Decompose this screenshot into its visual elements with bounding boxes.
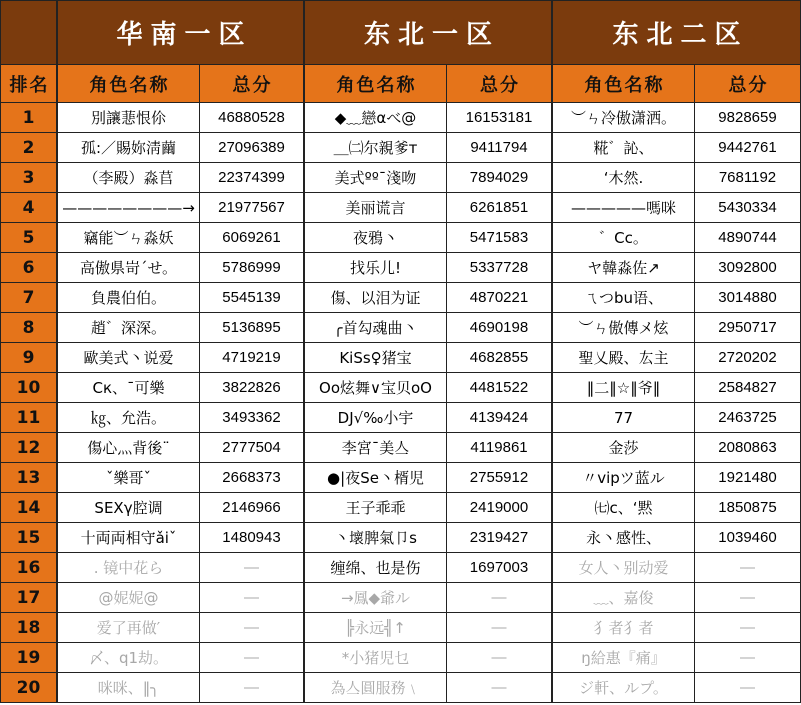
huanan1-player-name: 十両両相守ǎiˇ [58,523,200,553]
rank-cell: 18 [1,613,58,643]
dongbei2-player-name: 永丶感性、 [553,523,695,553]
region-title-dongbei-2: 东北二区 [553,1,801,65]
dongbei1-score: 2319427 [447,523,553,553]
huanan1-player-name: 咪咪、‖╮ [58,673,200,703]
huanan1-player-name: ————————→ [58,193,200,223]
rank-cell: 15 [1,523,58,553]
rank-cell: 5 [1,223,58,253]
dongbei1-player-name: 美式ºº¯淺吻 [305,163,447,193]
dongbei2-player-name: ジ軒、ルプ。 [553,673,695,703]
huanan1-score: 3493362 [200,403,305,433]
dongbei1-score: 16153181 [447,103,553,133]
huanan1-player-name: . 镜中花ら [58,553,200,583]
dongbei1-player-name: ◆﹏戀αべ@ [305,103,447,133]
huanan1-player-name: Cк、¯可樂 [58,373,200,403]
huanan1-player-name: 趙゛深深。 [58,313,200,343]
dongbei1-score: 4690198 [447,313,553,343]
rank-cell: 2 [1,133,58,163]
dongbei2-player-name: ŋ給惠『痛』 [553,643,695,673]
huanan1-score: — [200,583,305,613]
huanan1-score: 1480943 [200,523,305,553]
huanan1-score: 4719219 [200,343,305,373]
rank-cell: 16 [1,553,58,583]
rank-cell: 10 [1,373,58,403]
rank-cell: 4 [1,193,58,223]
huanan1-score: 22374399 [200,163,305,193]
dongbei2-player-name: 犭者犭者 [553,613,695,643]
huanan1-score: 46880528 [200,103,305,133]
dongbei1-player-name: 王子乖乖 [305,493,447,523]
dongbei2-player-name: ㈦c、‘黙 [553,493,695,523]
dongbei2-score: 2584827 [695,373,801,403]
huanan1-player-name: 竊能︶ㄣ淼妖 [58,223,200,253]
region-title-huanan-1: 华南一区 [58,1,305,65]
huanan1-player-name: SEXγ腔调 [58,493,200,523]
huanan1-score: 27096389 [200,133,305,163]
dongbei2-score: — [695,643,801,673]
rank-cell: 1 [1,103,58,133]
dongbei2-player-name: 女人丶别动爱 [553,553,695,583]
dongbei2-player-name: 聖乂殿、厷主 [553,343,695,373]
huanan1-player-name: 孤:／賜妳淸繭 [58,133,200,163]
dongbei2-player-name: ヤ韓淼佐↗ [553,253,695,283]
huanan1-player-name: 歐美式丶说爱 [58,343,200,373]
rank-column-header: 排名 [1,65,58,103]
dongbei2-player-name: ︶ㄣ冷傲潇洒。 [553,103,695,133]
dongbei1-score: — [447,613,553,643]
dongbei1-score: 4682855 [447,343,553,373]
dongbei2-score: — [695,613,801,643]
dongbei1-player-name: 找乐儿! [305,253,447,283]
dongbei1-score: 4870221 [447,283,553,313]
dongbei2-score: — [695,553,801,583]
dongbei2-player-name: ‘木然. [553,163,695,193]
huanan1-score: 6069261 [200,223,305,253]
huanan1-score: 5786999 [200,253,305,283]
huanan1-player-name: 〆、q1劫。 [58,643,200,673]
rank-cell: 3 [1,163,58,193]
huanan1-player-name: 高傲県岢ˊせ。 [58,253,200,283]
dongbei1-score: 6261851 [447,193,553,223]
dongbei2-score: 2950717 [695,313,801,343]
huanan1-player-name: ㎏、允浩。 [58,403,200,433]
dongbei2-score: — [695,583,801,613]
dongbei2-score: 9442761 [695,133,801,163]
dongbei2-player-name: 糀゛訫、 [553,133,695,163]
name-column-header: 角色名称 [58,65,200,103]
rank-cell: 12 [1,433,58,463]
dongbei2-score: 3092800 [695,253,801,283]
score-column-header: 总分 [447,65,553,103]
huanan1-score: 2668373 [200,463,305,493]
huanan1-player-name: 爱了再做′ [58,613,200,643]
dongbei2-player-name: —————嗎咪 [553,193,695,223]
rank-cell: 8 [1,313,58,343]
dongbei2-player-name: 〃vipツ蓝ル [553,463,695,493]
dongbei1-score: 9411794 [447,133,553,163]
dongbei2-player-name: 77 [553,403,695,433]
dongbei1-player-name: 夜鴉丶 [305,223,447,253]
dongbei2-score: 2463725 [695,403,801,433]
name-column-header: 角色名称 [305,65,447,103]
dongbei2-score: 2080863 [695,433,801,463]
dongbei1-score: 7894029 [447,163,553,193]
huanan1-score: 2777504 [200,433,305,463]
dongbei1-score: — [447,673,553,703]
dongbei2-score: — [695,673,801,703]
rank-cell: 7 [1,283,58,313]
dongbei1-score: 4481522 [447,373,553,403]
dongbei1-score: — [447,643,553,673]
dongbei1-player-name: ╠永远╣↑ [305,613,447,643]
huanan1-player-name: ˇ樂哥ˇ [58,463,200,493]
huanan1-score: 5136895 [200,313,305,343]
huanan1-score: — [200,613,305,643]
dongbei1-player-name: 缠绵、也是伤 [305,553,447,583]
corner-cell [1,1,58,65]
score-column-header: 总分 [200,65,305,103]
dongbei2-score: 1921480 [695,463,801,493]
rank-cell: 9 [1,343,58,373]
dongbei1-player-name: Oo炫舞∨宝贝oO [305,373,447,403]
dongbei1-player-name: →鳳◆爺ル [305,583,447,613]
dongbei2-score: 9828659 [695,103,801,133]
dongbei2-player-name: ㄟつbu语、 [553,283,695,313]
huanan1-score: 21977567 [200,193,305,223]
rank-cell: 14 [1,493,58,523]
huanan1-score: 3822826 [200,373,305,403]
huanan1-score: — [200,673,305,703]
dongbei1-score: 2419000 [447,493,553,523]
huanan1-player-name: 別讓蕜恨伱 [58,103,200,133]
huanan1-score: — [200,643,305,673]
huanan1-score: — [200,553,305,583]
dongbei2-player-name: ‖二‖☆‖爷‖ [553,373,695,403]
dongbei1-score: 5471583 [447,223,553,253]
dongbei1-score: — [447,583,553,613]
dongbei1-player-name: DJ√‰小宇 [305,403,447,433]
dongbei1-score: 5337728 [447,253,553,283]
dongbei2-player-name: ゛Cc。 [553,223,695,253]
huanan1-player-name: @妮妮@ [58,583,200,613]
rank-cell: 11 [1,403,58,433]
name-column-header: 角色名称 [553,65,695,103]
region-title-dongbei-1: 东北一区 [305,1,553,65]
rank-cell: 6 [1,253,58,283]
dongbei1-score: 4119861 [447,433,553,463]
dongbei1-score: 2755912 [447,463,553,493]
dongbei1-player-name: 李宮¯美亼 [305,433,447,463]
dongbei1-player-name: KiSs♀猪宝 [305,343,447,373]
dongbei1-player-name: 美丽谎言 [305,193,447,223]
rank-cell: 17 [1,583,58,613]
rank-cell: 13 [1,463,58,493]
dongbei2-score: 4890744 [695,223,801,253]
dongbei1-score: 1697003 [447,553,553,583]
dongbei1-player-name: 丶壞脾氣卩s [305,523,447,553]
huanan1-player-name: （李殿）淼苢 [58,163,200,193]
dongbei2-player-name: ︶ㄣ傲傳メ炫 [553,313,695,343]
huanan1-score: 5545139 [200,283,305,313]
dongbei2-score: 7681192 [695,163,801,193]
dongbei2-score: 3014880 [695,283,801,313]
dongbei2-score: 2720202 [695,343,801,373]
dongbei1-player-name: ●|夜Se丶楈児 [305,463,447,493]
dongbei1-player-name: ╭首勾魂曲丶 [305,313,447,343]
rank-cell: 20 [1,673,58,703]
score-column-header: 总分 [695,65,801,103]
rank-cell: 19 [1,643,58,673]
dongbei1-player-name: *小猪児乜 [305,643,447,673]
dongbei2-score: 1039460 [695,523,801,553]
huanan1-player-name: 傷心灬背後¨ [58,433,200,463]
dongbei2-score: 5430334 [695,193,801,223]
huanan1-player-name: 負農伯伯。 [58,283,200,313]
dongbei1-score: 4139424 [447,403,553,433]
huanan1-score: 2146966 [200,493,305,523]
dongbei2-player-name: 金莎 [553,433,695,463]
dongbei1-player-name: 傷、以泪为证 [305,283,447,313]
dongbei1-player-name: ＿㈡尔親爹т [305,133,447,163]
dongbei2-player-name: ﹏、嘉俊 [553,583,695,613]
dongbei1-player-name: 為亼圓服務﹨ [305,673,447,703]
dongbei2-score: 1850875 [695,493,801,523]
